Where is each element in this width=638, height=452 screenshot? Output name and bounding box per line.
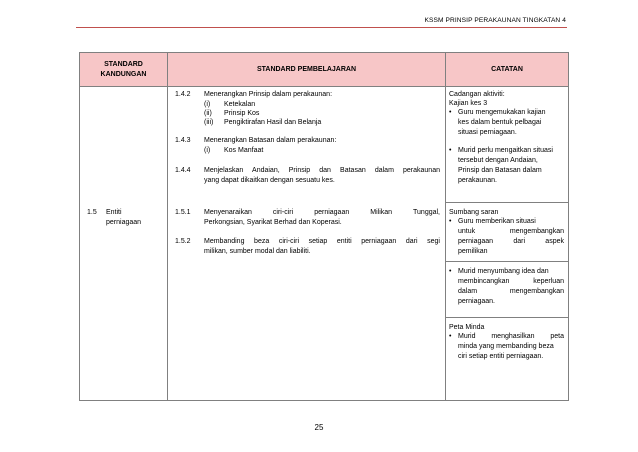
word: Guru memberikan situasi [458, 218, 536, 225]
text-line: pemilikan [458, 248, 488, 255]
note-heading: Cadangan aktiviti: [449, 91, 505, 98]
text-line: perakaunan. [458, 177, 497, 184]
learning-standard-number: 1.4.4 [175, 167, 191, 174]
sub-item-number: (i) [204, 101, 211, 108]
text-line [458, 217, 564, 227]
learning-standard-number: 1.4.2 [175, 91, 191, 98]
text-line: minda yang membanding beza [458, 343, 554, 350]
note-bullet-text [458, 217, 564, 257]
content-standard-cell [80, 87, 168, 401]
page-number: 25 [314, 423, 324, 432]
sub-item-text: Ketekalan [224, 101, 256, 108]
text-line: tersebut dengan Andaian, [458, 157, 538, 164]
learning-standard-text [204, 208, 440, 228]
text-line: milikan, sumber modal dan liabiliti. [204, 248, 311, 255]
header-notes: CATATAN [446, 53, 569, 87]
learning-standard-text: Menerangkan Batasan dalam perakaunan: [204, 137, 337, 144]
learning-standard-text [204, 166, 440, 186]
sub-item-number: (iii) [204, 119, 214, 126]
text-line: Prinsip dan Batasan dalam [458, 167, 542, 174]
text-line: Perkongsian, Syarikat Berhad dan Koperasi. [204, 219, 342, 226]
note-bullet-text [458, 108, 546, 138]
text-line: Menyenaraikan ciri-ciri perniagaan Milikan Tunggal, [204, 209, 440, 216]
text-line: Murid perlu mengaitkan situasi [458, 147, 553, 154]
learning-standard-text [204, 237, 440, 257]
sub-item-number: (ii) [204, 110, 212, 117]
text-line: membincangkan keperluan [458, 278, 564, 285]
learning-standard-cell [168, 87, 446, 401]
note-bullet-text [458, 146, 553, 186]
text-line: Guru mengemukakan kajian [458, 109, 546, 116]
note-heading: Sumbang saran [449, 209, 499, 216]
learning-standard-number: 1.4.3 [175, 137, 191, 144]
sub-item-text: Prinsip Kos [224, 110, 260, 117]
note-heading: Peta Minda [449, 324, 485, 331]
bullet-icon: • [449, 147, 452, 154]
text-line: Menjelaskan Andaian, Prinsip dan Batasan dalam perakaunan [204, 167, 440, 174]
bullet-icon: • [449, 333, 452, 340]
text-line: yang dapat dikaitkan dengan sesuatu kes. [204, 177, 335, 184]
header-line: STANDARD [104, 60, 143, 68]
curriculum-table [79, 52, 569, 401]
learning-standard-text: Menerangkan Prinsip dalam perakaunan: [204, 91, 333, 98]
sub-item-number: (i) [204, 147, 211, 154]
text-line: untuk mengembangkan [458, 228, 564, 235]
learning-standard-number: 1.5.1 [175, 209, 191, 216]
text-line: Murid menyumbang idea dan [458, 268, 549, 275]
text-line: Membanding beza ciri-ciri setiap entiti perniagaan dari segi [204, 238, 440, 245]
text-line: situasi perniagaan. [458, 129, 517, 136]
notes-cell [446, 87, 569, 401]
header-learning-standard: STANDARD PEMBELAJARAN [168, 53, 446, 87]
note-bullet-text [458, 267, 564, 307]
text-line: ciri setiap entiti perniagaan. [458, 353, 544, 360]
notes-divider [446, 261, 568, 262]
note-subheading: Kajian kes 3 [449, 100, 488, 107]
bullet-icon: • [449, 268, 452, 275]
learning-standard-number: 1.5.2 [175, 238, 191, 245]
text-line: perniagaan. [458, 298, 495, 305]
running-header: KSSM PRINSIP PERAKAUNAN TINGKATAN 4 [424, 17, 566, 24]
notes-divider [446, 202, 568, 203]
content-standard-number: 1.5 [87, 209, 97, 216]
text-line: perniagaan dari aspek [458, 238, 564, 245]
text-line: Murid menghasilkan peta [458, 333, 564, 340]
content-standard-label: perniagaan [106, 219, 142, 226]
bullet-icon: • [449, 218, 452, 225]
notes-divider [446, 317, 568, 318]
note-bullet-text [458, 332, 564, 362]
header-rule [76, 27, 567, 28]
text-line: kes dalam bentuk pelbagai [458, 119, 542, 126]
sub-item-text: Kos Manfaat [224, 147, 264, 154]
sub-item-text: Pengiktirafan Hasil dan Belanja [224, 119, 322, 126]
bullet-icon: • [449, 109, 452, 116]
text-line: dalam mengembangkan [458, 288, 564, 295]
header-line: KANDUNGAN [100, 70, 147, 78]
content-standard-label: Entiti [106, 209, 122, 216]
header-content-standard [80, 53, 168, 87]
